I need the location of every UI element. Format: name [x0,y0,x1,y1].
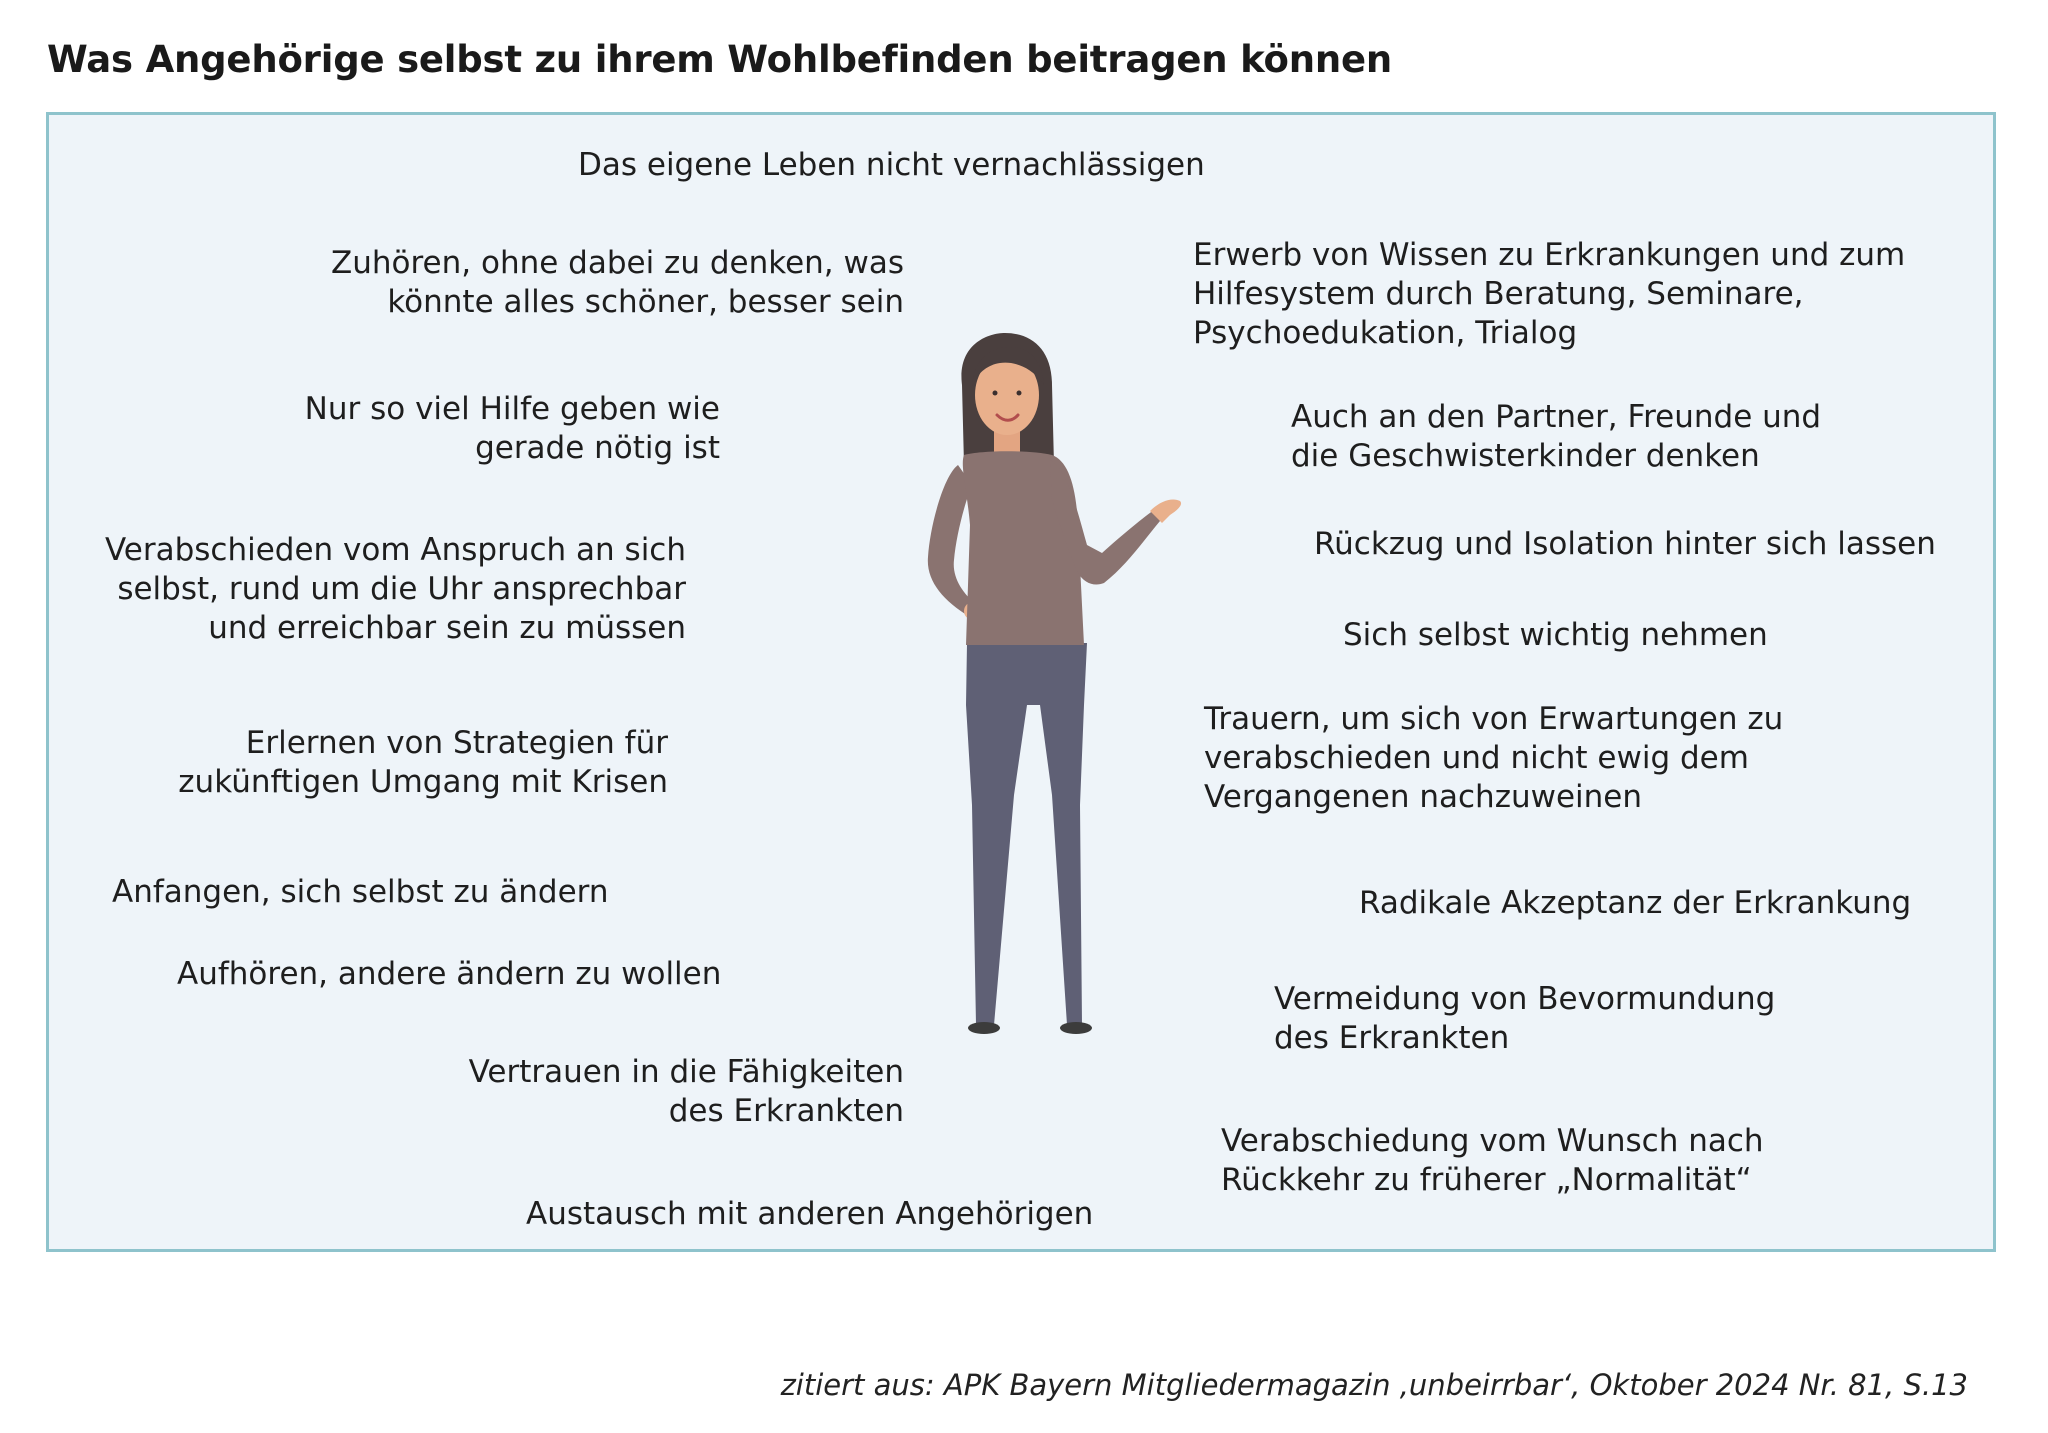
tip-verabschieden-anspruch [105,531,686,648]
tip-line: Austausch mit anderen Angehörigen [526,1196,1094,1232]
tip-normalitaet [1221,1122,1764,1200]
tip-line: Aufhören, andere ändern zu wollen [177,956,722,992]
tip-aufhoeren [177,955,721,994]
tip-line: Vermeidung von Bevormundung [1274,981,1776,1017]
tip-line: selbst, rund um die Uhr ansprechbar [117,571,686,607]
left-eye-shape [993,391,998,396]
tip-line: Erlernen von Strategien für [245,725,668,761]
tip-bevormundung [1274,980,1775,1058]
tip-line: Anfangen, sich selbst zu ändern [112,874,609,910]
pants-shape [966,643,1087,1025]
right-eye-shape [1017,391,1022,396]
tip-eigenes-leben [578,146,1205,185]
tip-line: Vergangenen nachzuweinen [1204,779,1643,815]
tip-line: Rückzug und Isolation hinter sich lassen [1314,526,1936,562]
tip-line: Zuhören, ohne dabei zu denken, was [330,245,904,281]
tip-line: Auch an den Partner, Freunde und [1291,399,1822,435]
tip-austausch [526,1195,1093,1234]
tip-line: Verabschieden vom Anspruch an sich [104,532,686,568]
tip-partner [1291,398,1821,476]
tip-line: die Geschwisterkinder denken [1291,438,1760,474]
tip-line: Psychoedukation, Trialog [1193,315,1578,351]
right-shoe-shape [1060,1022,1092,1034]
tip-trauern [1204,700,1783,817]
tip-line: verabschieden und nicht ewig dem [1204,740,1749,776]
tip-rueckzug [1314,525,1936,564]
tip-wissen [1193,236,1905,353]
tip-hilfe [305,390,720,468]
tip-line: gerade nötig ist [475,430,720,466]
tip-line: Vertrauen in die Fähigkeiten [468,1054,904,1090]
tip-anfangen [112,873,609,912]
tip-line: und erreichbar sein zu müssen [208,610,686,646]
tip-zuhoeren [331,244,904,322]
tip-line: Nur so viel Hilfe geben wie [304,391,720,427]
tip-line: zukünftigen Umgang mit Krisen [178,764,668,800]
tip-wichtig [1343,616,1768,655]
tip-line: Hilfesystem durch Beratung, Seminare, [1193,276,1804,312]
tip-akzeptanz [1359,884,1911,923]
tip-line: Rückkehr zu früherer „Normalität“ [1221,1162,1752,1198]
tip-line: Verabschiedung vom Wunsch nach [1221,1123,1764,1159]
tip-line: Erwerb von Wissen zu Erkrankungen und zum [1193,237,1906,273]
tip-vertrauen [469,1053,904,1131]
citation: zitiert aus: APK Bayern Mitgliedermagazin ‚unbeirrbar‘, Oktober 2024 Nr. 81, S.13 [780,1368,1968,1402]
tip-line: des Erkrankten [1274,1020,1510,1056]
left-shoe-shape [968,1022,1000,1034]
page-title: Was Angehörige selbst zu ihrem Wohlbefinden beitragen können [47,38,1393,81]
tip-line: des Erkrankten [668,1093,904,1129]
tip-line: Radikale Akzeptanz der Erkrankung [1359,885,1912,921]
woman-illustration [872,325,1202,1065]
tip-line: Trauern, um sich von Erwartungen zu [1204,701,1784,737]
tip-line: Das eigene Leben nicht vernachlässigen [578,147,1205,183]
tip-strategien [178,724,668,802]
tip-line: könnte alles schöner, besser sein [387,284,904,320]
tip-line: Sich selbst wichtig nehmen [1343,617,1768,653]
